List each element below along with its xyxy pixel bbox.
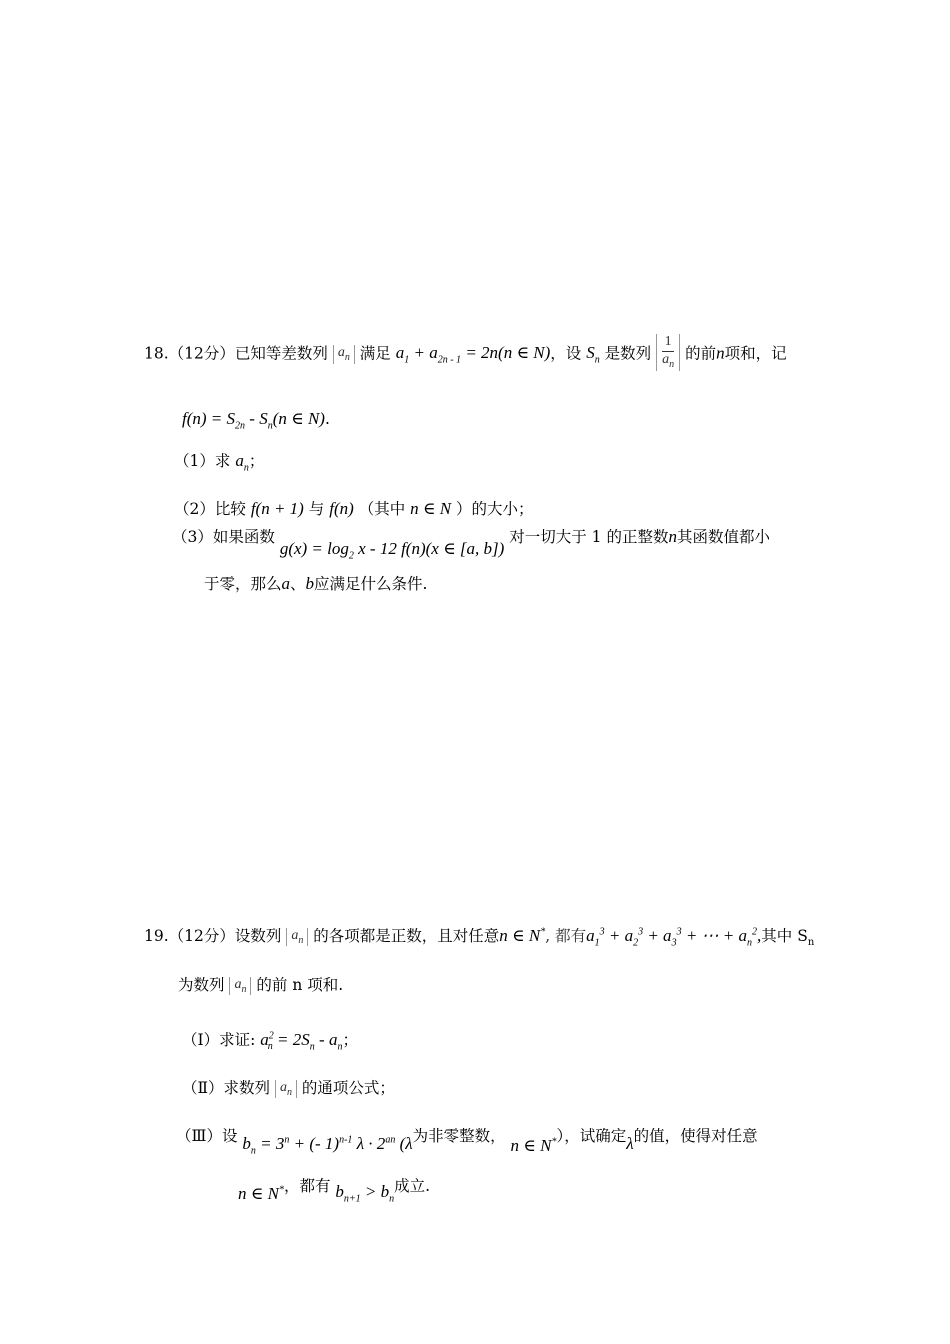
reciprocal-fraction: $\frac{1}{a_n}$	[656, 334, 680, 371]
q18-number: 18.	[144, 344, 169, 363]
identity-formula: $a^2_n = 2S_n - a_n$	[260, 1030, 343, 1053]
q18-points: （12分）	[168, 344, 235, 363]
inequality: $b_{n+1} > b_n$	[335, 1182, 395, 1205]
bn-formula: $b_n = 3^n$ + (- 1)$^{n-1}$ $\lambda \cdot 2^{an}$ (λ	[242, 1134, 413, 1157]
q18-line1: 18.（12分）已知等差数列 $a_n$ 满足 $a_1 + a_{2n - 1} = 2n(n$ ∈ N)，设 $S_n$ 是数列 $\frac{1}{a_n}$ 的前n项和，记	[144, 334, 787, 370]
q18-part3: （3）如果函数 $g(x) = \log_2 x - 12$ f(n)(x ∈ [a, b]) 对一切大于 1 的正整数n其函数值都小	[172, 527, 770, 562]
q18-part1: （1）求 $a_n$；	[174, 451, 265, 474]
q19-line1: 19.（12分）设数列 $a_n$ 的各项都是正数，且对任意n ∈ N*, 都有$a_1^3 + a_2^3 + a_3^3$ + ⋯ + $a_n^2$,其中 $S_n$	[144, 926, 815, 949]
condition-formula: $a_1 + a_{2n - 1} = 2n(n$ ∈ N)	[395, 343, 551, 366]
q19-part1: （Ⅰ）求证: $a^2_n = 2S_n - a_n$；	[182, 1030, 358, 1053]
q19-part2: （Ⅱ）求数列 $a_n$ 的通项公式；	[182, 1079, 395, 1098]
q18-text: 已知等差数列	[234, 344, 328, 363]
q19-line2: 为数列 $a_n$ 的前 n 项和.	[178, 976, 344, 995]
q19-number: 19.	[144, 927, 169, 945]
gx-function: $g(x) = \log_2 x - 12$ f(n)(x ∈ [a, b])	[279, 539, 505, 562]
q18-line2: $f(n) = S_{2n} - S_n(n$ ∈ N).	[182, 409, 330, 432]
q19-part3: （Ⅲ）设 $b_n = 3^n$ + (- 1)$^{n-1}$ $\lambda \cdot 2^{an}$ (λ为非零整数， n ∈ N*），试确定λ的值，使得对任意	[176, 1127, 758, 1157]
cube-sum: $a_1^3 + a_2^3 + a_3^3$ + ⋯ + $a_n^2$,	[586, 926, 762, 949]
seq-an: $a_n$	[333, 345, 355, 364]
q18-part3-line2: 于零，那么a、b应满足什么条件.	[204, 574, 428, 593]
q18-part2: （2）比较 f(n + 1) 与 f(n) （其中 n ∈ N ）的大小；	[174, 499, 534, 518]
sn-symbol: $S_n$	[586, 343, 600, 366]
q19-part3-line2: n ∈ N*，都有 $b_{n+1} > b_n$成立.	[238, 1177, 431, 1205]
fn-definition: $f(n) = S_{2n} - S_n(n$ ∈ N)	[182, 409, 325, 432]
seq-an: $a_n$	[286, 928, 308, 947]
